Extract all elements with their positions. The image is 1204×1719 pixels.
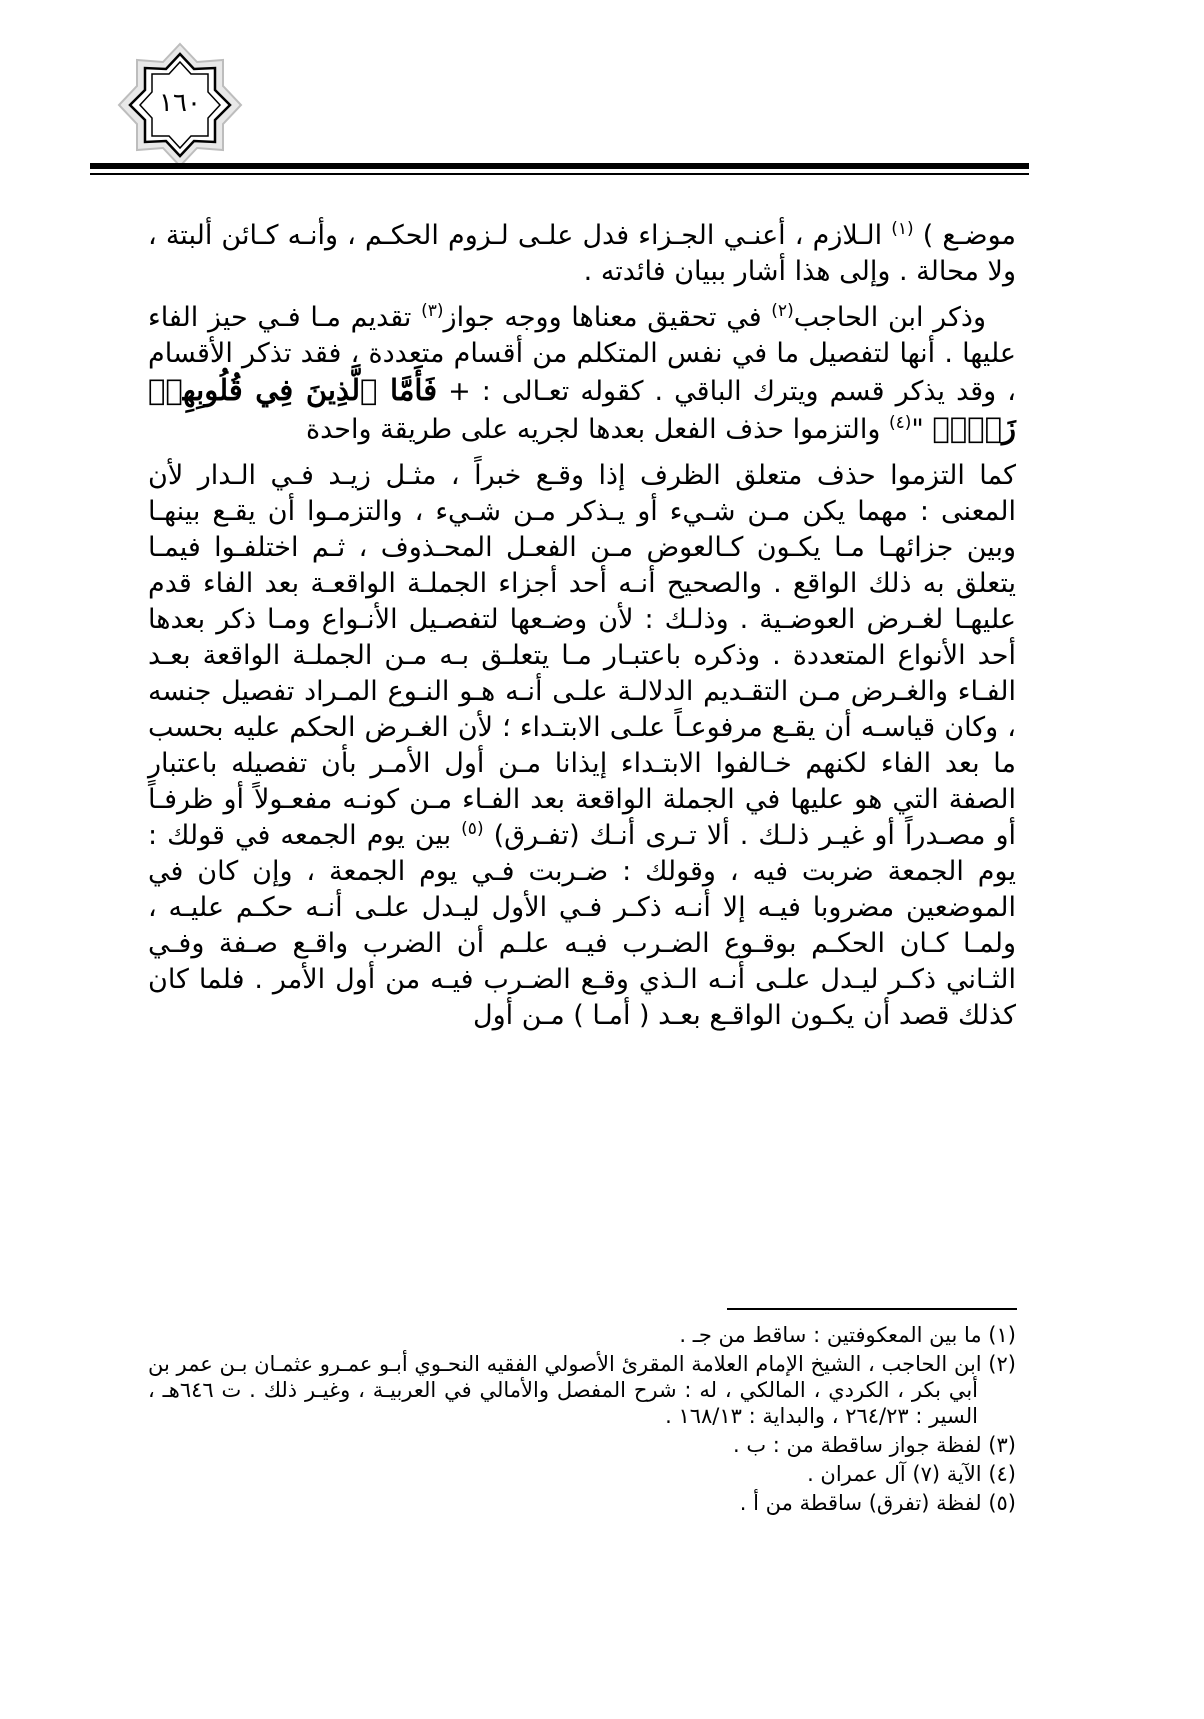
text-span: ": [911, 414, 933, 445]
text-span: وذكر ابن الحاجب: [793, 302, 986, 333]
footnote-ref: (٤): [888, 413, 912, 433]
header-rule-thin: [90, 173, 1029, 175]
footnote-2: (٢) ابن الحاجب ، الشيخ الإمام العلامة المقرئ الأصولي الفقيه النحـوي أبـو عمـرو عثمـان بـن عمر بن أبي بكر ، الكردي ، المالكي ، له : شرح المفصل والأمالي في العربيـة ، وغيـر ذلك . ت ٦٤٦هـ ، السير : ٢٦٤/٢٣ ، والبداية : ١٦٨/١٣ .: [148, 1352, 1016, 1428]
text-span: موضـع ): [922, 220, 1017, 251]
footnotes: [148, 1322, 1016, 1519]
text-span: بين يوم الجمعه في قولك : يوم الجمعة ضربت فيه ، وقولك : ضـربت فـي يوم الجمعة ، وإن كان في الموضعين مضروبا فيـه إلا أنـه ذكـر فـي الأول ليـدل علـى أنـه حكـم عليـه ، ولمـا كـان الحكـم بوقـوع الضـرب فيـه علـم أن الضرب واقـع صـفة وفـي الثـاني ذكـر ليـدل علـى أنـه الـذي وقـع الضـرب فيـه من أول الأمر . فلما كان كذلك قصد أن يكـون الواقـع بعـد ( أمـا ) مـن أول: [148, 820, 1016, 1031]
page-number-badge: [105, 40, 255, 170]
text-span: كما التزموا حذف متعلق الظرف إذا وقـع خبراً ، مثـل زيـد فـي الـدار لأن المعنى : مهما يكن مـن شـيء أو يـذكر مـن شـيء ، والتزمـوا أن يقـع بينهـا وبين جزائهـا مـا يكـون كـالعوض مـن الفعـل المحـذوف ، ثـم اختلفـوا فيمـا يتعلق به ذلك الواقع . والصحيح أنـه أحد أجزاء الجملـة الواقعـة بعد الفاء قدم عليهـا لغـرض العوضـية . وذلـك : لأن وضـعها لتفصـيل الأنـواع ومـا ذكر بعدها أحد الأنواع المتعددة . وذكره باعتبـار مـا يتعلـق بـه مـن الجملـة الواقعة بعـد الفـاء والغـرض مـن التقـديم الدلالـة علـى أنـه هـو النـوع المـراد تفصيل جنسه ، وكان قياسـه أن يقـع مرفوعـاً علـى الابتـداء ؛ لأن الغـرض الحكم عليه بحسب ما بعد الفاء لكنهم خـالفوا الابتـداء إيذانا مـن أول الأمـر بأن تفصيله باعتبار الصفة التي هو عليها في الجملة الواقعة بعد الفـاء مـن كونـه مفعـولاً أو ظرفـاً أو مصـدراً أو غيـر ذلـك . ألا تـرى أنـك (تفـرق): [148, 460, 1016, 851]
footnote-ref: (٥): [461, 819, 484, 839]
footnote-5: (٥) لفظة (تفرق) ساقطة من أ .: [739, 1491, 1016, 1515]
page-number: ١٦٠: [159, 88, 201, 118]
main-text: [148, 218, 1016, 1044]
footnote-ref: (٢): [771, 301, 794, 321]
header-rule-thick: [90, 163, 1029, 169]
paragraph-3: [148, 458, 1016, 1034]
footnote-1: (١) ما بين المعكوفتين : ساقط من جـ .: [679, 1323, 1016, 1347]
text-span: تقديم مـا فـي حيز الفاء عليها . أنها لتفصيل ما في نفس المتكلم من أقسام متعددة ، فقد تذكر الأقسام ، وقد يذكر قسم ويترك الباقي . كقوله تعـالى : +: [148, 302, 1016, 407]
footnote-4: (٤) الآية (٧) آل عمران .: [807, 1462, 1016, 1486]
quran-verse: فَأَمَّا ٱلَّذِينَ فِي قُلُوبِهِمۡ زَيۡغٞ: [148, 373, 1016, 445]
text-span: والتزموا حذف الفعل بعدها لجريه على طريقة واحدة: [305, 414, 889, 445]
footnote-ref: (١): [891, 219, 914, 239]
footnote-ref: (٣): [421, 301, 444, 321]
paragraph-2: [148, 300, 1016, 448]
text-span: في تحقيق معناها ووجه جواز: [443, 302, 772, 333]
paragraph-1: [148, 218, 1016, 290]
footnote-separator: [727, 1308, 1017, 1310]
footnote-3: (٣) لفظة جواز ساقطة من : ب .: [733, 1433, 1016, 1457]
text-span: الـلازم ، أعنـي الجـزاء فدل علـى لـزوم الحكـم ، وأنـه كـائن ألبتة ، ولا محالة . وإلى هذا أشار ببيان فائدته .: [148, 220, 1016, 287]
